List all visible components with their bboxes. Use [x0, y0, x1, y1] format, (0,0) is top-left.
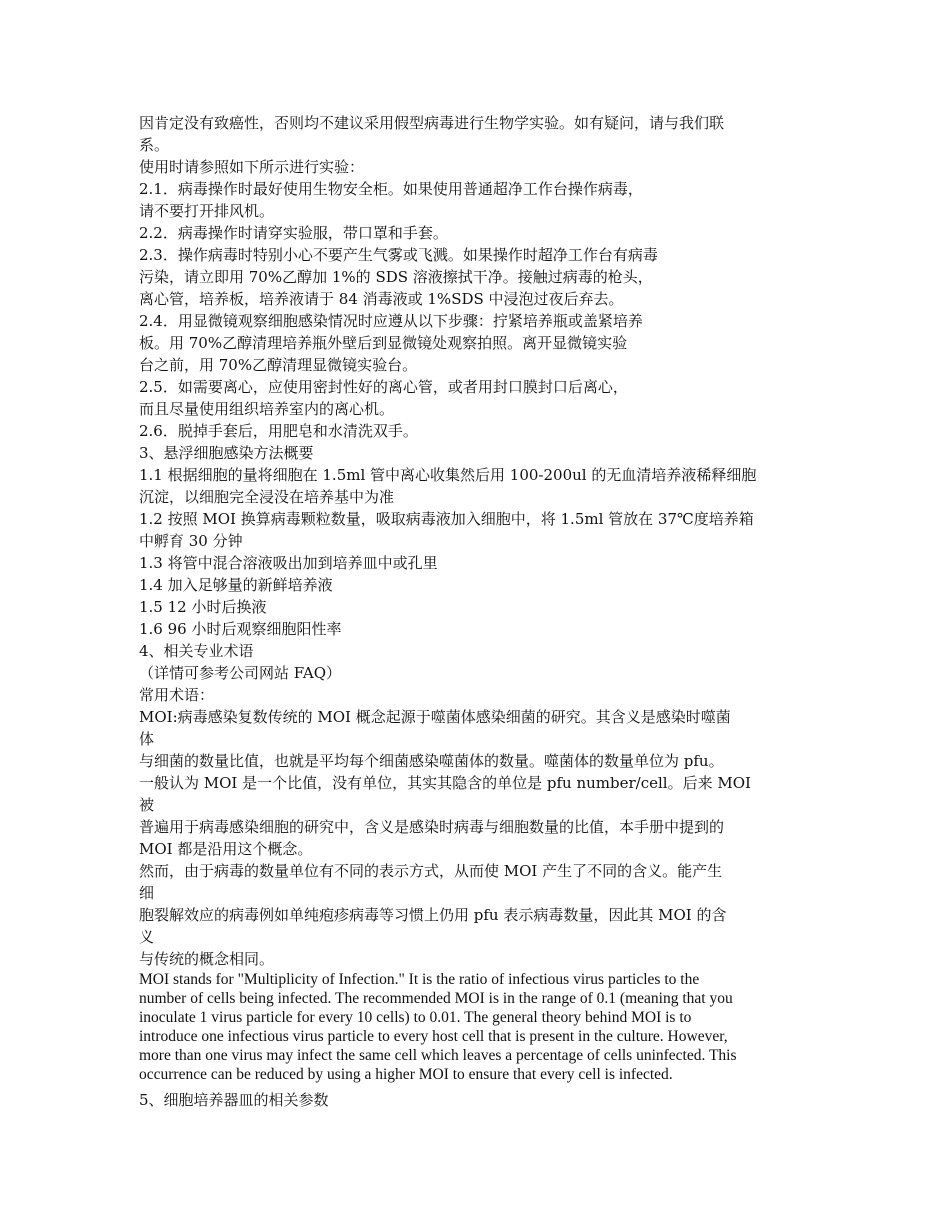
- text-line: 污染，请立即用 70%乙醇加 1%的 SDS 溶液擦拭干净。接触过病毒的枪头，: [139, 268, 653, 286]
- text-line: 中孵育 30 分钟: [139, 532, 243, 550]
- english-line: more than one virus may infect the same cell which leaves a percentage of cells uninfected. This: [139, 1047, 737, 1064]
- english-line: MOI stands for "Multiplicity of Infection." It is the ratio of infectious virus particles to the: [139, 971, 700, 988]
- text-line: 1.6 96 小时后观察细胞阳性率: [139, 620, 342, 638]
- text-line: 因肯定没有致癌性，否则均不建议采用假型病毒进行生物学实验。如有疑问，请与我们联: [139, 114, 725, 132]
- text-line: 3、悬浮细胞感染方法概要: [139, 444, 314, 462]
- text-line: 2.5．如需要离心，应使用密封性好的离心管，或者用封口膜封口后离心，: [139, 378, 628, 396]
- text-line: 4、相关专业术语: [139, 642, 254, 660]
- chinese-text-block: [139, 112, 819, 970]
- text-line: 一般认为 MOI 是一个比值，没有单位，其实其隐含的单位是 pfu number/cell。后来 MOI: [139, 774, 751, 792]
- text-line: 2.6．脱掉手套后，用肥皂和水清洗双手。: [139, 422, 418, 440]
- text-line: 请不要打开排风机。: [139, 202, 275, 220]
- text-line: 体: [139, 730, 155, 748]
- text-line: 细: [139, 884, 155, 902]
- text-line: （详情可参考公司网站 FAQ）: [139, 664, 342, 682]
- text-line: 2.1．病毒操作时最好使用生物安全柜。如果使用普通超净工作台操作病毒，: [139, 180, 643, 198]
- text-line: 与细菌的数量比值，也就是平均每个细菌感染噬菌体的数量。噬菌体的数量单位为 pfu。: [139, 752, 724, 770]
- text-line: 被: [139, 796, 155, 814]
- text-line: 1.3 将管中混合溶液吸出加到培养皿中或孔里: [139, 554, 438, 572]
- text-line: 2.3．操作病毒时特别小心不要产生气雾或飞溅。如果操作时超净工作台有病毒: [139, 246, 658, 264]
- english-line: number of cells being infected. The recommended MOI is in the range of 0.1 (meaning that you: [139, 990, 733, 1007]
- text-line: 2.4．用显微镜观察细胞感染情况时应遵从以下步骤：拧紧培养瓶或盖紧培养: [139, 312, 643, 330]
- text-line: 胞裂解效应的病毒例如单纯疱疹病毒等习惯上仍用 pfu 表示病毒数量，因此其 MOI 的含: [139, 906, 727, 924]
- text-line: 与传统的概念相同。: [139, 950, 275, 968]
- text-line: 台之前，用 70%乙醇清理显微镜实验台。: [139, 356, 418, 374]
- text-line: 而且尽量使用组织培养室内的离心机。: [139, 400, 395, 418]
- text-line: 2.2．病毒操作时请穿实验服，带口罩和手套。: [139, 224, 448, 242]
- text-line: MOI:病毒感染复数传统的 MOI 概念起源于噬菌体感染细菌的研究。其含义是感染时噬菌: [139, 708, 731, 726]
- section-heading-5: 5、细胞培养器皿的相关参数: [139, 1091, 329, 1109]
- english-line: inoculate 1 virus particle for every 10 cells) to 0.01. The general theory behind MOI is to: [139, 1009, 692, 1026]
- text-line: 板。用 70%乙醇清理培养瓶外壁后到显微镜处观察拍照。离开显微镜实验: [139, 334, 628, 352]
- text-line: MOI 都是沿用这个概念。: [139, 840, 313, 858]
- text-line: 沉淀，以细胞完全浸没在培养基中为准: [139, 488, 395, 506]
- text-line: 离心管，培养板，培养液请于 84 消毒液或 1%SDS 中浸泡过夜后弃去。: [139, 290, 624, 308]
- text-line: 使用时请参照如下所示进行实验：: [139, 158, 365, 176]
- text-line: 然而，由于病毒的数量单位有不同的表示方式，从而使 MOI 产生了不同的含义。能产生: [139, 862, 723, 880]
- text-line: 义: [139, 928, 155, 946]
- text-line: 1.5 12 小时后换液: [139, 598, 267, 616]
- text-line: 1.2 按照 MOI 换算病毒颗粒数量，吸取病毒液加入细胞中，将 1.5ml 管放在 37℃度培养箱: [139, 510, 754, 528]
- english-line: introduce one infectious virus particle to every host cell that is present in the culture. However,: [139, 1028, 728, 1045]
- english-paragraph: [139, 970, 819, 1089]
- english-line: occurrence can be reduced by using a higher MOI to ensure that every cell is infected.: [139, 1066, 673, 1083]
- document-body: [139, 112, 819, 1111]
- text-line: 系。: [139, 136, 170, 154]
- text-line: 1.4 加入足够量的新鲜培养液: [139, 576, 333, 594]
- text-line: 普遍用于病毒感染细胞的研究中，含义是感染时病毒与细胞数量的比值，本手册中提到的: [139, 818, 725, 836]
- text-line: 常用术语：: [139, 686, 215, 704]
- text-line: 1.1 根据细胞的量将细胞在 1.5ml 管中离心收集然后用 100-200ul 的无血清培养液稀释细胞: [139, 466, 757, 484]
